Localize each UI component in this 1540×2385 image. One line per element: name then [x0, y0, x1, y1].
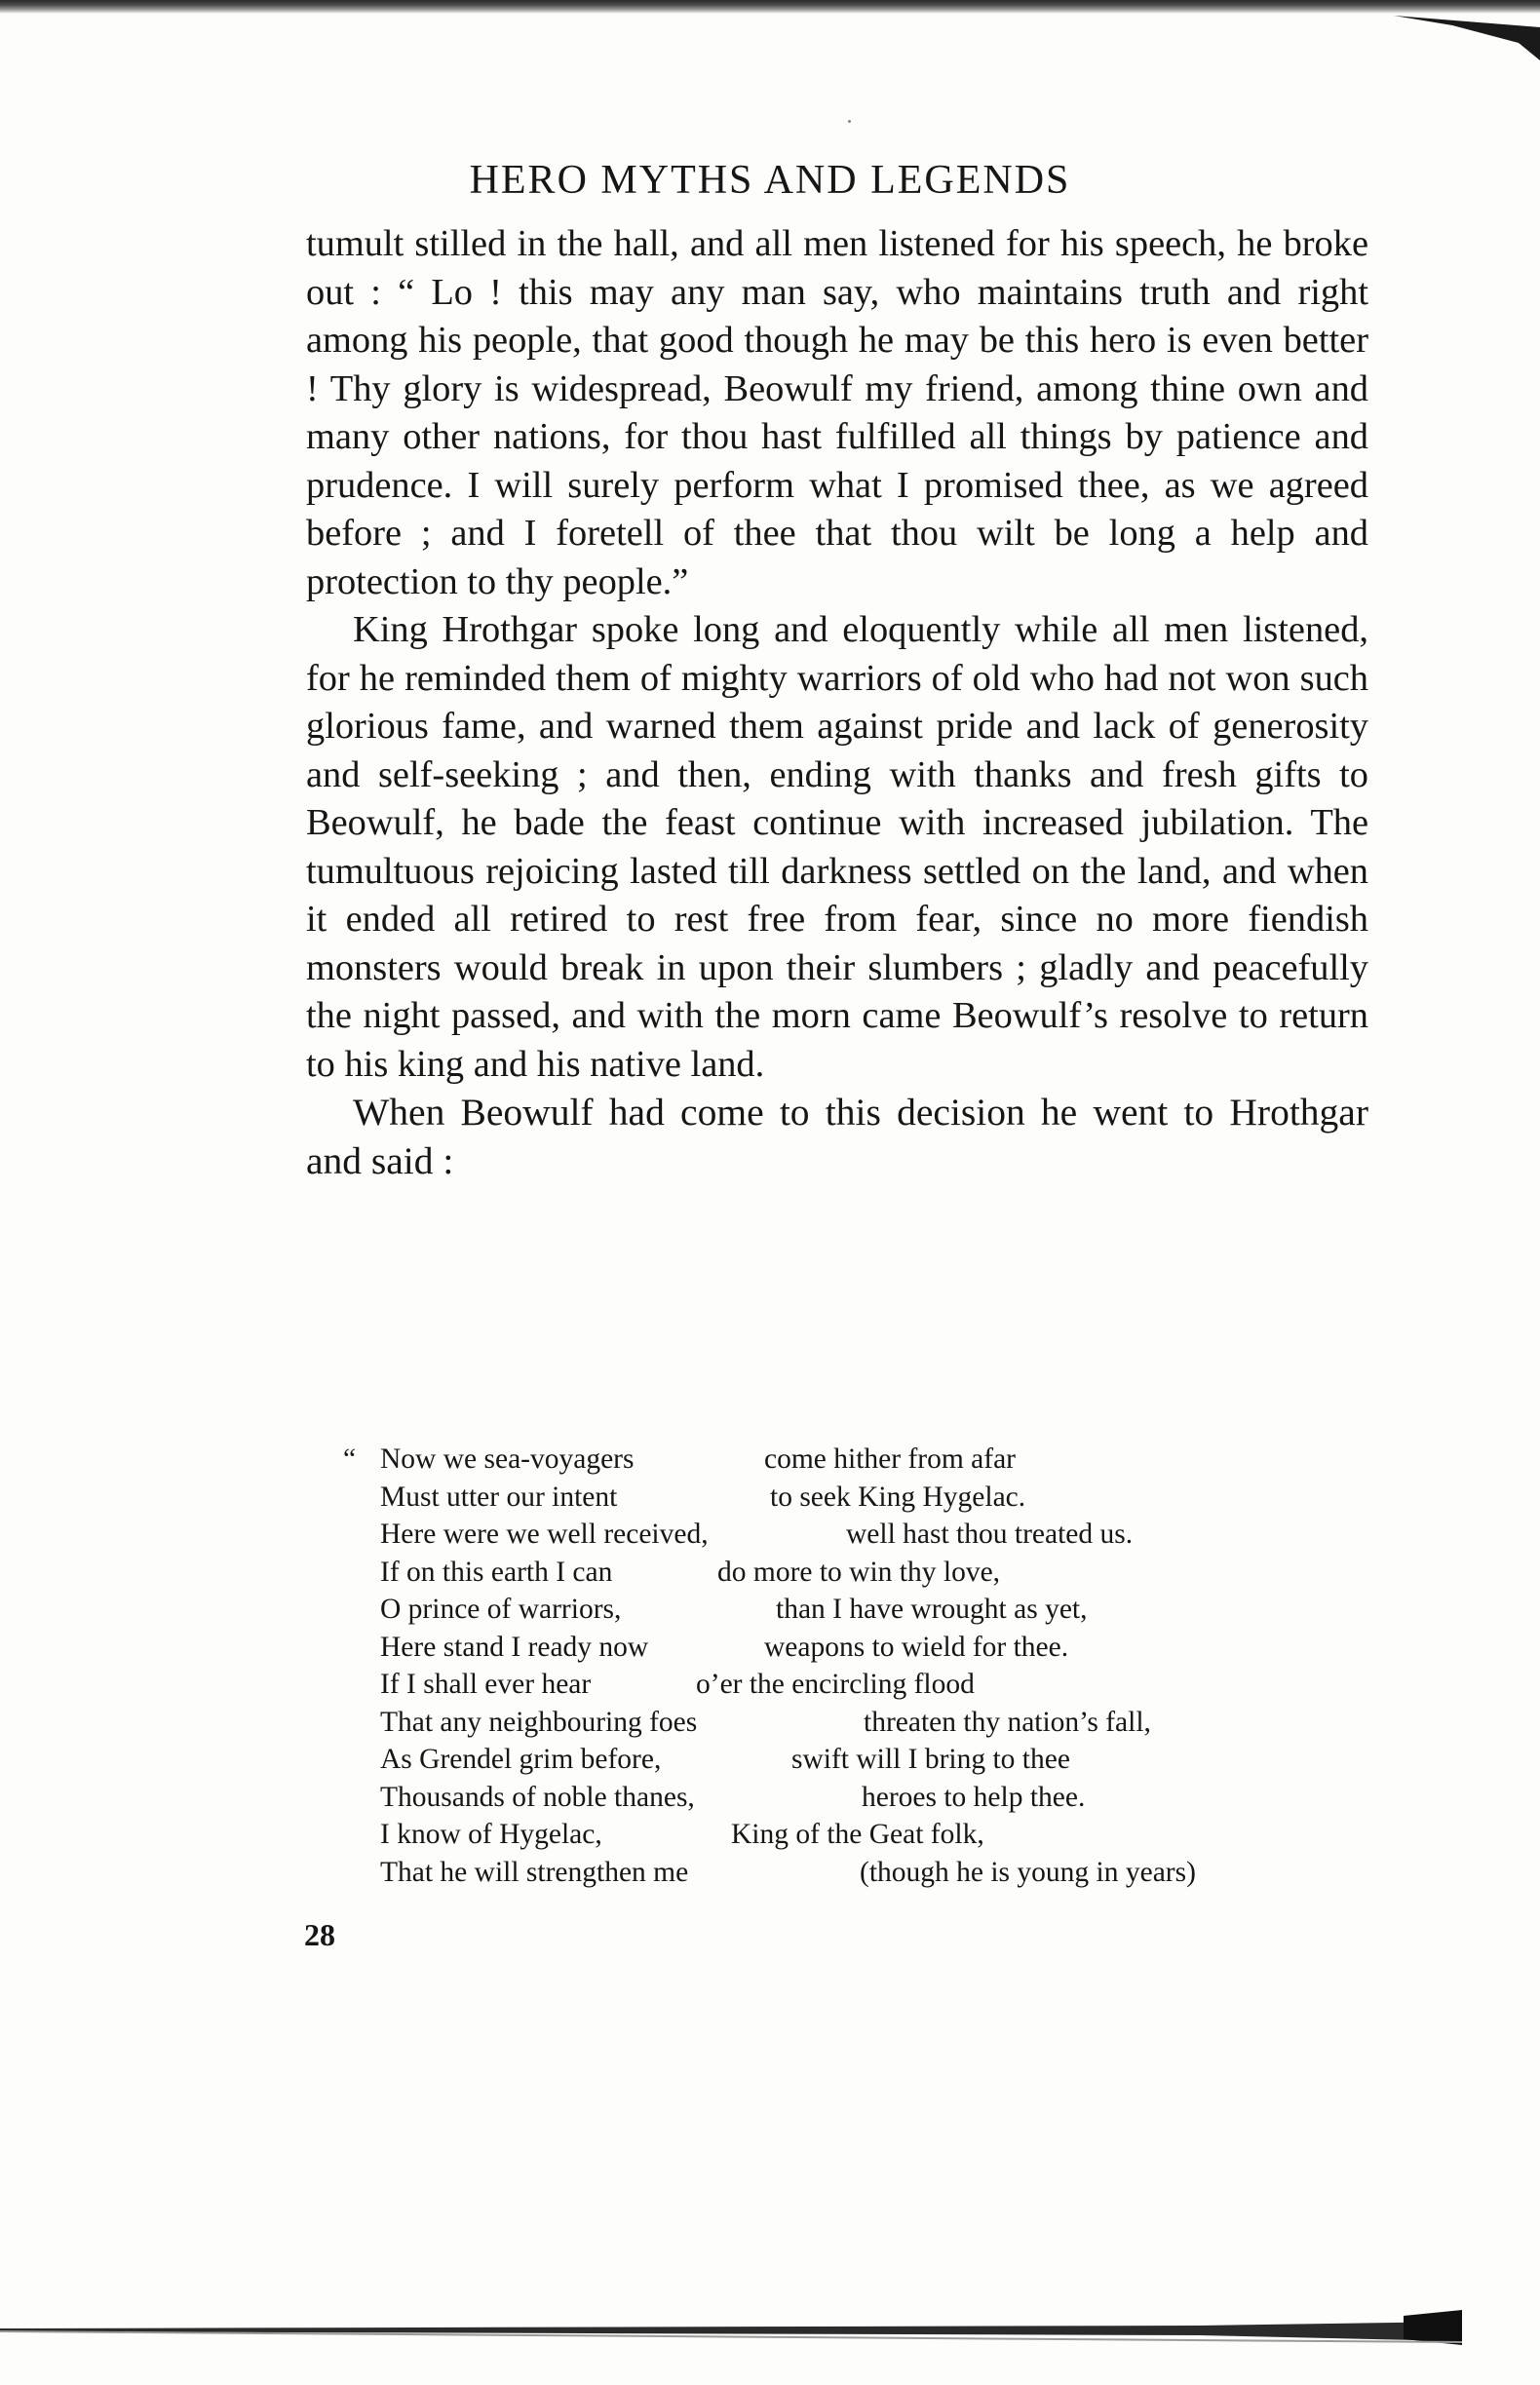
verse-first-half: If I shall ever hear: [380, 1669, 592, 1700]
scan-edge-top: [0, 0, 1540, 14]
verse-line: [343, 1704, 1376, 1742]
verse-line: [343, 1816, 1376, 1854]
verse-first-half: As Grendel grim before,: [380, 1744, 662, 1775]
verse-first-half: Now we sea-voyagers: [380, 1443, 635, 1475]
paragraph: King Hrothgar spoke long and eloquently while all men listened, for he reminded them of mighty warriors of old who had not won such glorious fame, and warned them against pride and lack of generosity and self-seeking ; and then, ending with thanks and fresh gifts to Beowulf, he bade the feast continue with increased jubilation. The tumultuous rejoicing lasted till darkness settled on the land, and when it ended all retired to rest free from fear, since no more fiendish monsters would break in upon their slumbers ; gladly and peacefully the night passed, and with the morn came Beowulf’s resolve to return to his king and his native land.: [306, 609, 1368, 1085]
page-number: 28: [304, 1917, 335, 1952]
verse-first-half: If on this earth I can: [380, 1556, 613, 1588]
verse-second-half: weapons to wield for thee.: [764, 1631, 1069, 1663]
verse-open-quote: “: [343, 1443, 357, 1475]
verse-line: [343, 1516, 1376, 1554]
verse-second-half: King of the Geat folk,: [731, 1819, 984, 1850]
scan-speck: [848, 120, 851, 123]
verse-line: [343, 1629, 1376, 1667]
verse-second-half: to seek King Hygelac.: [770, 1481, 1026, 1513]
verse-line: [343, 1441, 1376, 1479]
verse-second-half: than I have wrought as yet,: [776, 1594, 1088, 1625]
verse-block: [343, 1441, 1376, 1891]
running-head: HERO MYTHS AND LEGENDS: [469, 158, 1071, 203]
scan-edge-bottom: [0, 2302, 1540, 2385]
verse-line: [343, 1779, 1376, 1817]
verse-first-half: Thousands of noble thanes,: [380, 1781, 695, 1813]
verse-second-half: o’er the encircling flood: [696, 1669, 975, 1700]
verse-line: [343, 1854, 1376, 1892]
verse-second-half: well hast thou treated us.: [846, 1519, 1134, 1550]
paragraph: When Beowulf had come to this decision he went to Hrothgar and said :: [306, 1091, 1368, 1182]
verse-line: [343, 1479, 1376, 1517]
verse-second-half: threaten thy nation’s fall,: [864, 1706, 1151, 1738]
verse-first-half: Here stand I ready now: [380, 1631, 649, 1663]
paragraph: tumult stilled in the hall, and all men listened for his speech, he broke out : “ Lo ! this may any man say, who maintains truth and right among his people, that good though he may be this hero is even better ! Thy glory is widespread, Beowulf my friend, among thine own and many other nations, for thou hast fulfilled all things by patience and prudence. I will surely perform what I promised thee, as we agreed before ; and I foretell of thee that thou wilt be long a help and protection to thy people.”: [306, 223, 1368, 602]
prose-body: [306, 220, 1368, 1185]
verse-first-half: That he will strengthen me: [380, 1856, 689, 1888]
verse-line: [343, 1554, 1376, 1592]
verse-line: [343, 1666, 1376, 1704]
verse-line: [343, 1741, 1376, 1779]
verse-line: [343, 1591, 1376, 1629]
verse-second-half: do more to win thy love,: [717, 1556, 1001, 1588]
verse-second-half: swift will I bring to thee: [791, 1744, 1070, 1775]
verse-second-half: heroes to help thee.: [862, 1781, 1086, 1813]
verse-first-half: Must utter our intent: [380, 1481, 618, 1513]
verse-first-half: I know of Hygelac,: [380, 1819, 602, 1850]
verse-second-half: come hither from afar: [764, 1443, 1016, 1475]
verse-first-half: That any neighbouring foes: [380, 1706, 698, 1738]
verse-first-half: O prince of warriors,: [380, 1594, 622, 1625]
verse-first-half: Here were we well received,: [380, 1519, 709, 1550]
scan-corner-mark: [1394, 14, 1540, 62]
verse-second-half: (though he is young in years): [860, 1856, 1196, 1888]
